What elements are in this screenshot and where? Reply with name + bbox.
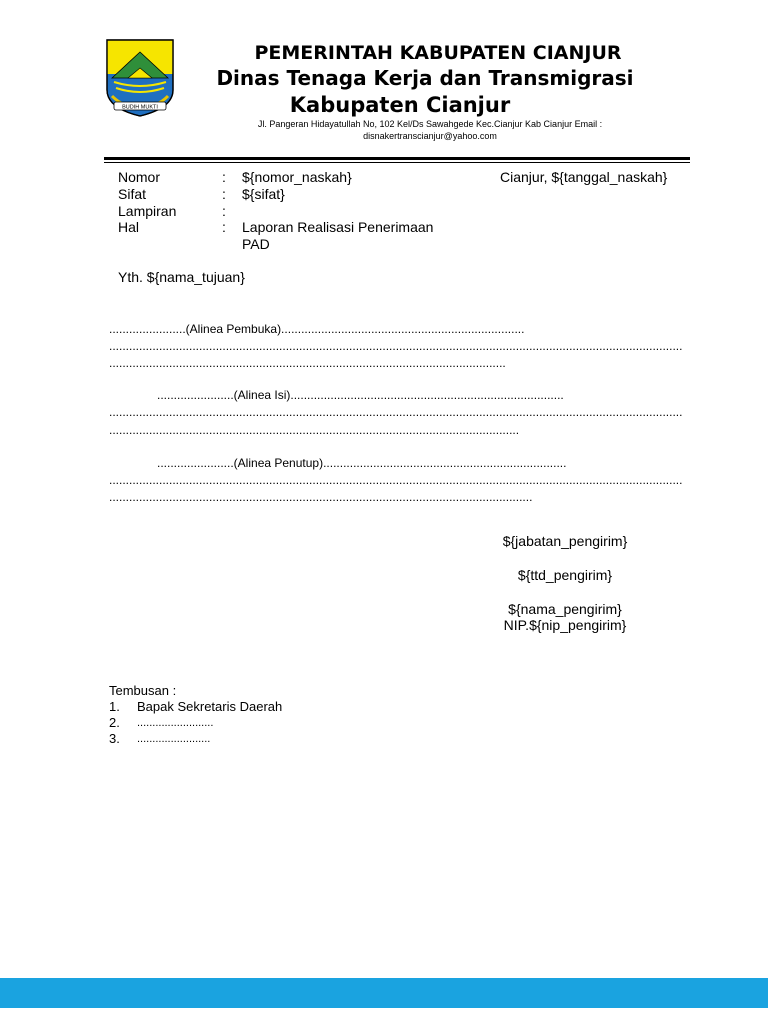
penutup-line-1: .......................(Alinea Penutup)......................................................................... bbox=[157, 456, 567, 470]
jabatan-pengirim: ${jabatan_pengirim} bbox=[502, 533, 628, 549]
hal-colon: : bbox=[222, 219, 226, 235]
tembusan-item-1: Bapak Sekretaris Daerah bbox=[137, 699, 283, 714]
footer-bar bbox=[0, 978, 768, 1008]
tembusan-item-2: ......................... bbox=[137, 717, 214, 729]
tembusan-num-1: 1. bbox=[109, 699, 120, 714]
sifat-value: ${sifat} bbox=[242, 186, 285, 202]
tembusan-title: Tembusan : bbox=[109, 683, 177, 698]
kabupaten-cianjur-logo bbox=[104, 38, 176, 118]
isi-line-3: ........................................................................................................................... bbox=[109, 423, 520, 437]
hal-value-line-1: Laporan Realisasi Penerimaan bbox=[242, 219, 434, 235]
tembusan-num-2: 2. bbox=[109, 715, 120, 730]
place-date: Cianjur, ${tanggal_naskah} bbox=[500, 169, 668, 185]
nomor-value: ${nomor_naskah} bbox=[242, 169, 352, 185]
header-line-2: Dinas Tenaga Kerja dan Transmigrasi bbox=[216, 66, 634, 90]
nama-pengirim: ${nama_pengirim} bbox=[508, 601, 622, 617]
address-line-1: Jl. Pangeran Hidayatullah No, 102 Kel/Ds Sawahgede Kec.Cianjur Kab Cianjur Email : bbox=[257, 119, 603, 129]
pembuka-line-3: ....................................................................................................................... bbox=[109, 356, 506, 370]
penutup-line-3: ............................................................................................................................... bbox=[109, 490, 533, 504]
nomor-label: Nomor bbox=[118, 169, 161, 185]
tembusan-num-3: 3. bbox=[109, 731, 120, 746]
sifat-colon: : bbox=[222, 186, 226, 202]
header-rule-thin bbox=[104, 162, 690, 163]
header-line-3: Kabupaten Cianjur bbox=[289, 93, 511, 117]
isi-line-2: ............................................................................................................................................................................ bbox=[109, 405, 683, 419]
address-line-2: disnakertranscianjur@yahoo.com bbox=[363, 131, 497, 141]
tembusan-item-3: ........................ bbox=[137, 733, 211, 745]
hal-value-line-2: PAD bbox=[242, 236, 270, 252]
ttd-pengirim: ${ttd_pengirim} bbox=[517, 567, 613, 583]
nomor-colon: : bbox=[222, 169, 226, 185]
lampiran-colon: : bbox=[222, 203, 226, 219]
nip-pengirim: NIP.${nip_pengirim} bbox=[503, 617, 627, 633]
header-line-1: PEMERINTAH KABUPATEN CIANJUR bbox=[254, 42, 622, 64]
header-rule-thick bbox=[104, 157, 690, 160]
penutup-line-2: ............................................................................................................................................................................ bbox=[109, 473, 683, 487]
sifat-label: Sifat bbox=[118, 186, 147, 202]
logo-motto: BUDIH MUKTI bbox=[122, 104, 158, 111]
hal-label: Hal bbox=[118, 219, 140, 235]
recipient: Yth. ${nama_tujuan} bbox=[118, 269, 245, 285]
pembuka-line-1: .......................(Alinea Pembuka)......................................................................... bbox=[109, 322, 525, 336]
coat-of-arms-icon bbox=[104, 38, 176, 118]
pembuka-line-2: ............................................................................................................................................................................ bbox=[109, 339, 683, 353]
header-address bbox=[200, 118, 660, 142]
isi-line-1: .......................(Alinea Isi).................................................................................. bbox=[157, 388, 564, 402]
lampiran-label: Lampiran bbox=[118, 203, 177, 219]
